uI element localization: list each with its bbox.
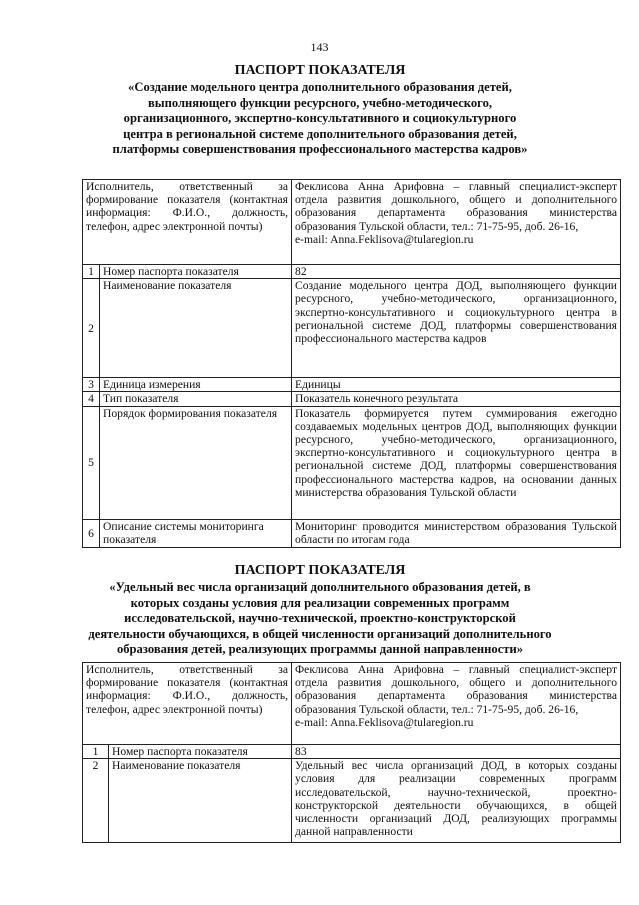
row-value: Создание модельного центра ДОД, выполняющего функции ресурсного, учебно-методического, организационного, экспертно-консультативного и социокультурного центра в региональной системе ДОД, платформы совершенствования профессионального мастерства кадров — [292, 279, 621, 378]
row-value: Показатель формируется путем суммирования ежегодно создаваемых модельных центров ДОД, выполняющих функции ресурсного, учебно-методического, организационного, экспертно-консультативного и социокультурного центра в региональной системе ДОД, платформы совершенствования профессионального мастерства кадров, на основании данных министерства образования Тульской области — [292, 406, 621, 519]
row-label: Наименование показателя — [109, 759, 292, 843]
executor-value-line: Феклисова Анна Арифовна – главный специалист-эксперт отдела развития дошкольного, общего и дополнительного образования департамента образования министерства образования Тульской области, тел.: 71-75-95, доб. 26-16, — [295, 180, 618, 233]
passport-2-subtitle-line: которых созданы условия для реализации современных программ — [130, 595, 510, 610]
passport-2-subtitle-line: образования детей, реализующих программы данной направленности» — [116, 642, 524, 656]
row-number: 6 — [83, 519, 100, 547]
row-number: 2 — [83, 759, 109, 843]
row-value: Удельный вес числа организаций ДОД, в которых созданы условия для реализации современных программ исследовательской, научно-технической, проектно-конструкторской деятельности обучающихся, в общей численности организаций ДОД, реализующих программы данной направленности — [292, 759, 621, 843]
row-number: 2 — [83, 279, 100, 378]
passport-1-table — [82, 179, 621, 548]
passport-2-table — [82, 662, 621, 843]
passport-1-subtitle-line: центра в региональной системе дополнительного образования детей, — [123, 126, 517, 141]
passport-1-subtitle-line: организационного, экспертно-консультативного и социокультурного — [123, 111, 517, 125]
passport-2-subtitle-line: «Удельный вес числа организаций дополнительного образования детей, в — [109, 580, 531, 594]
row-label: Номер паспорта показателя — [100, 265, 292, 279]
row-value: Единицы — [292, 378, 621, 392]
executor-value-line: Феклисова Анна Арифовна – главный специалист-эксперт отдела развития дошкольного, общего и дополнительного образования департамента образования министерства образования Тульской области, тел.: 71-75-95, доб. 26-16, — [295, 663, 618, 716]
row-value: 82 — [292, 265, 621, 279]
row-label: Тип показателя — [100, 392, 292, 406]
passport-2-heading: ПАСПОРТ ПОКАЗАТЕЛЯ — [234, 563, 406, 578]
row-value: Мониторинг проводится министерством образования Тульской области по итогам года — [292, 519, 621, 547]
passport-1-subtitle-line: «Создание модельного центра дополнительного образования детей, — [128, 80, 512, 94]
executor-value — [292, 180, 621, 265]
row-number: 1 — [83, 745, 109, 759]
passport-2-subtitle — [70, 580, 570, 658]
passport-2-subtitle-line: деятельности обучающихся, в общей численности организаций дополнительного — [88, 626, 552, 641]
row-label: Номер паспорта показателя — [109, 745, 292, 759]
table-row — [83, 265, 621, 279]
passport-1-subtitle-line: выполняющего функции ресурсного, учебно-методического, — [147, 95, 493, 110]
row-number: 1 — [83, 265, 100, 279]
passport-1-subtitle — [70, 80, 570, 158]
table-row — [83, 519, 621, 547]
executor-label: Исполнитель, ответственный за формирование показателя (контактная информация: Ф.И.О., должность, телефон, адрес электронной почты) — [83, 663, 292, 745]
table-row — [83, 279, 621, 378]
table-row — [83, 663, 621, 745]
row-label: Порядок формирования показателя — [100, 406, 292, 519]
row-value: 83 — [292, 745, 621, 759]
passport-2-subtitle-line: исследовательской, научно-технической, проектно-конструкторской — [124, 611, 516, 625]
page-number: 143 — [310, 40, 329, 54]
row-number: 4 — [83, 392, 100, 406]
executor-email: e-mail: Anna.Feklisova@tularegion.ru — [295, 715, 474, 729]
executor-email: e-mail: Anna.Feklisova@tularegion.ru — [295, 232, 474, 246]
table-row — [83, 180, 621, 265]
executor-value — [292, 663, 621, 745]
table-row — [83, 745, 621, 759]
row-label: Единица измерения — [100, 378, 292, 392]
table-row — [83, 392, 621, 406]
row-number: 3 — [83, 378, 100, 392]
table-row — [83, 406, 621, 519]
executor-label: Исполнитель, ответственный за формирование показателя (контактная информация: Ф.И.О., должность, телефон, адрес электронной почты) — [83, 180, 292, 265]
row-number: 5 — [83, 406, 100, 519]
table-row — [83, 378, 621, 392]
row-label: Наименование показателя — [100, 279, 292, 378]
table-row — [83, 759, 621, 843]
row-value: Показатель конечного результата — [292, 392, 621, 406]
passport-1-subtitle-line: платформы совершенствования профессионального мастерства кадров» — [112, 142, 528, 156]
row-label: Описание системы мониторинга показателя — [100, 519, 292, 547]
passport-1-heading: ПАСПОРТ ПОКАЗАТЕЛЯ — [234, 63, 406, 78]
